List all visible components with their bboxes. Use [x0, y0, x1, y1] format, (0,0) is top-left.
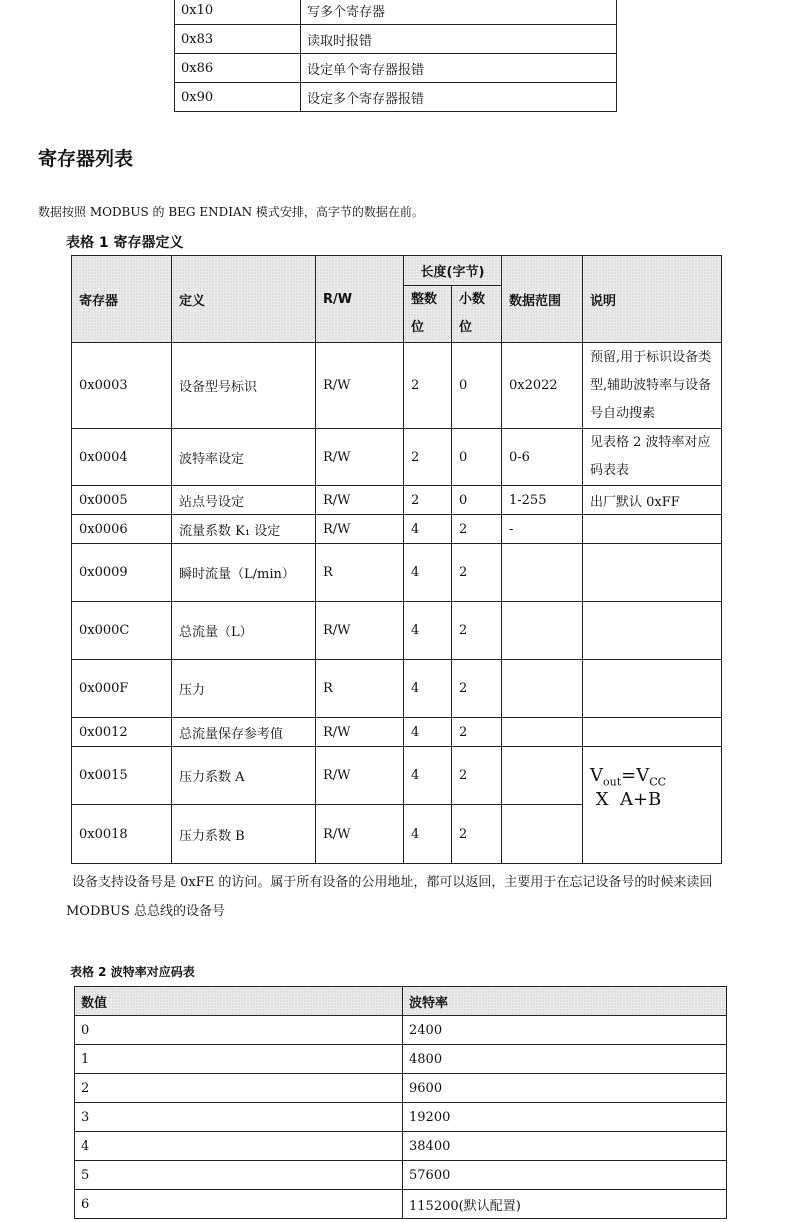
table-row [75, 1190, 727, 1219]
register-address: 0x0003 [72, 343, 172, 429]
baud-value: 38400 [403, 1132, 727, 1161]
register-integer: 4 [404, 718, 452, 747]
register-rw: R/W [316, 429, 404, 486]
function-code: 0x83 [175, 25, 301, 54]
table-row [175, 0, 617, 25]
register-range: 0-6 [502, 429, 583, 486]
register-definition: 压力系数 B [172, 805, 316, 864]
section-heading: 寄存器列表 [38, 148, 134, 170]
register-note: 出厂默认 0xFF [583, 486, 722, 515]
register-integer: 4 [404, 805, 452, 864]
register-decimal: 2 [452, 805, 502, 864]
register-rw: R/W [316, 805, 404, 864]
table1-caption: 表格 1 寄存器定义 [66, 235, 184, 251]
baud-value: 115200(默认配置) [403, 1190, 727, 1219]
intro-paragraph: 数据按照 MODBUS 的 BEG ENDIAN 模式安排，高字节的数据在前。 [38, 205, 424, 219]
register-integer: 2 [404, 429, 452, 486]
formula-v: V [590, 765, 603, 786]
table-row [72, 602, 722, 660]
table-row [72, 747, 722, 805]
register-rw: R [316, 660, 404, 718]
register-decimal: 0 [452, 343, 502, 429]
header-register: 寄存器 [72, 256, 172, 343]
register-definition: 波特率设定 [172, 429, 316, 486]
register-definition: 总流量保存参考值 [172, 718, 316, 747]
header-length: 长度(字节) [404, 256, 502, 286]
register-rw: R/W [316, 602, 404, 660]
function-code: 0x90 [175, 83, 301, 112]
register-definition: 站点号设定 [172, 486, 316, 515]
register-range [502, 747, 583, 805]
function-desc: 读取时报错 [301, 25, 617, 54]
register-integer: 4 [404, 515, 452, 544]
register-note: 见表格 2 波特率对应码表表 [583, 429, 722, 486]
baud-code: 3 [75, 1103, 403, 1132]
baud-value: 4800 [403, 1045, 727, 1074]
pressure-formula [583, 747, 722, 864]
formula-sub-cc: CC [649, 775, 667, 789]
header-decimal: 小数位 [452, 286, 502, 343]
header-baud: 波特率 [403, 987, 727, 1016]
register-range [502, 602, 583, 660]
header-range: 数据范围 [502, 256, 583, 343]
baud-code: 6 [75, 1190, 403, 1219]
register-decimal: 2 [452, 747, 502, 805]
table-row [72, 660, 722, 718]
table-row [72, 486, 722, 515]
baud-code: 1 [75, 1045, 403, 1074]
register-integer: 4 [404, 747, 452, 805]
baud-value: 19200 [403, 1103, 727, 1132]
register-decimal: 0 [452, 486, 502, 515]
formula-rest: X A+B [590, 788, 662, 810]
function-code: 0x10 [175, 0, 301, 25]
register-address: 0x0015 [72, 747, 172, 805]
register-note [583, 718, 722, 747]
register-rw: R/W [316, 486, 404, 515]
register-integer: 2 [404, 343, 452, 429]
register-address: 0x0018 [72, 805, 172, 864]
header-rw: R/W [316, 256, 404, 343]
header-definition: 定义 [172, 256, 316, 343]
table-row [72, 544, 722, 602]
register-address: 0x0006 [72, 515, 172, 544]
register-address: 0x000C [72, 602, 172, 660]
table-row [72, 718, 722, 747]
baud-code: 2 [75, 1074, 403, 1103]
function-code-table [174, 0, 617, 112]
register-definition: 瞬时流量（L/min） [172, 544, 316, 602]
register-address: 0x0012 [72, 718, 172, 747]
header-integer: 整数位 [404, 286, 452, 343]
register-definition: 总流量（L） [172, 602, 316, 660]
table-row [175, 25, 617, 54]
register-note [583, 515, 722, 544]
register-rw: R/W [316, 718, 404, 747]
table-row [75, 1132, 727, 1161]
register-range [502, 660, 583, 718]
register-note [583, 660, 722, 718]
register-note: 预留,用于标识设备类型,辅助波特率与设备号自动搜素 [583, 343, 722, 429]
register-range [502, 718, 583, 747]
register-address: 0x000F [72, 660, 172, 718]
baud-code: 5 [75, 1161, 403, 1190]
table-row [75, 1103, 727, 1132]
table-row [75, 1016, 727, 1045]
register-rw: R/W [316, 747, 404, 805]
register-rw: R [316, 544, 404, 602]
register-range: 0x2022 [502, 343, 583, 429]
broadcast-note: 设备支持设备号是 0xFE 的访问。属于所有设备的公用地址，都可以返回，主要用于在忘记设备号的时候来读回 MODBUS 总总线的设备号 [66, 875, 713, 919]
table-row [175, 83, 617, 112]
register-decimal: 2 [452, 602, 502, 660]
register-definition: 压力 [172, 660, 316, 718]
register-integer: 4 [404, 544, 452, 602]
table-row [72, 343, 722, 429]
header-value: 数值 [75, 987, 403, 1016]
table-row [175, 54, 617, 83]
baud-value: 9600 [403, 1074, 727, 1103]
register-rw: R/W [316, 343, 404, 429]
baud-value: 57600 [403, 1161, 727, 1190]
register-address: 0x0009 [72, 544, 172, 602]
formula-eq: =V [621, 765, 650, 786]
baud-code: 0 [75, 1016, 403, 1045]
register-decimal: 0 [452, 429, 502, 486]
table-row [75, 1161, 727, 1190]
register-range: 1-255 [502, 486, 583, 515]
table-row [72, 515, 722, 544]
register-range: - [502, 515, 583, 544]
table2-caption: 表格 2 波特率对应码表 [70, 965, 195, 979]
baud-code: 4 [75, 1132, 403, 1161]
register-address: 0x0005 [72, 486, 172, 515]
baud-rate-table [74, 986, 727, 1219]
formula-sub-out: out [603, 775, 622, 789]
function-desc: 写多个寄存器 [301, 0, 617, 25]
header-note: 说明 [583, 256, 722, 343]
register-range [502, 805, 583, 864]
register-definition: 压力系数 A [172, 747, 316, 805]
function-desc: 设定单个寄存器报错 [301, 54, 617, 83]
register-definition: 流量系数 K₁ 设定 [172, 515, 316, 544]
register-decimal: 2 [452, 515, 502, 544]
register-decimal: 2 [452, 660, 502, 718]
register-note [583, 602, 722, 660]
register-decimal: 2 [452, 718, 502, 747]
register-integer: 2 [404, 486, 452, 515]
register-note [583, 544, 722, 602]
register-definition: 设备型号标识 [172, 343, 316, 429]
table-row [72, 429, 722, 486]
table-row [75, 1074, 727, 1103]
register-address: 0x0004 [72, 429, 172, 486]
table-row [75, 1045, 727, 1074]
register-table [71, 255, 722, 864]
register-range [502, 544, 583, 602]
register-rw: R/W [316, 515, 404, 544]
function-desc: 设定多个寄存器报错 [301, 83, 617, 112]
baud-value: 2400 [403, 1016, 727, 1045]
function-code: 0x86 [175, 54, 301, 83]
register-integer: 4 [404, 660, 452, 718]
register-integer: 4 [404, 602, 452, 660]
register-decimal: 2 [452, 544, 502, 602]
